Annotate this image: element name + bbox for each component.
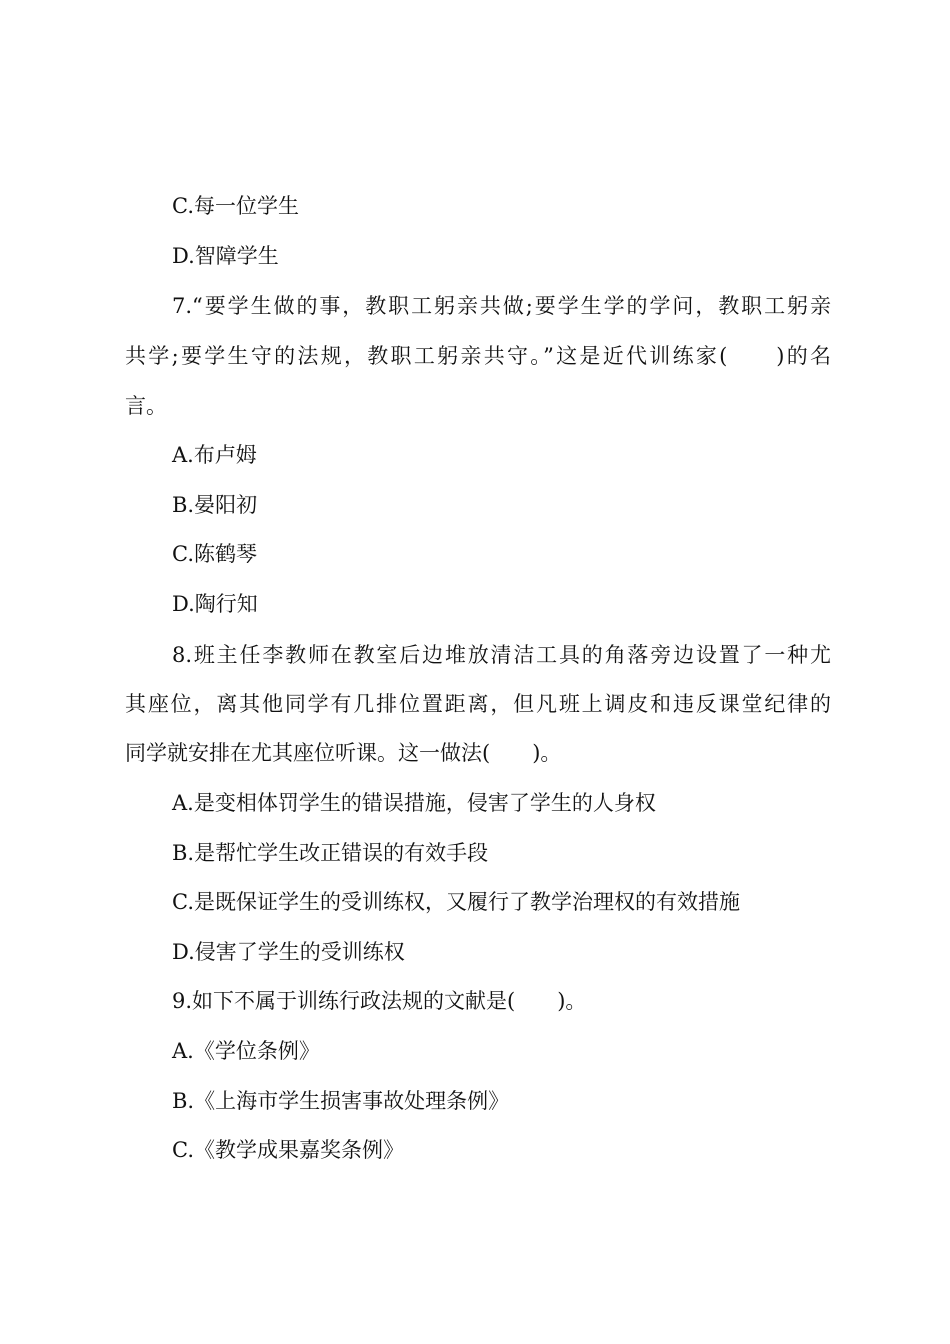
q7-stem-line-3: 言。 <box>125 394 167 418</box>
q7-option-c: C.陈鹤琴 <box>172 542 257 566</box>
q9-option-c: C.《教学成果嘉奖条例》 <box>172 1138 404 1162</box>
q7-stem-line-2: 共学;要学生守的法规，教职工躬亲共守。”这是近代训练家( )的名 <box>125 344 831 368</box>
q9-stem: 9.如下不属于训练行政法规的文献是( )。 <box>172 989 587 1013</box>
q9-option-b: B.《上海市学生损害事故处理条例》 <box>172 1089 510 1113</box>
q8-option-d: D.侵害了学生的受训练权 <box>172 940 405 964</box>
q9-option-a: A.《学位条例》 <box>172 1039 320 1063</box>
q8-stem-line-1: 8.班主任李教师在教室后边堆放清洁工具的角落旁边设置了一种尤 <box>172 643 831 667</box>
q7-option-a: A.布卢姆 <box>172 443 257 467</box>
q6-option-c: C.每一位学生 <box>172 194 299 218</box>
q8-option-b: B.是帮忙学生改正错误的有效手段 <box>172 841 489 865</box>
q7-option-b: B.晏阳初 <box>172 493 258 517</box>
q6-option-d: D.智障学生 <box>172 244 279 268</box>
q8-option-c: C.是既保证学生的受训练权，又履行了教学治理权的有效措施 <box>172 890 740 914</box>
q7-stem-line-1: 7.“要学生做的事，教职工躬亲共做;要学生学的学问，教职工躬亲 <box>172 294 831 318</box>
q8-option-a: A.是变相体罚学生的错误措施，侵害了学生的人身权 <box>172 791 656 815</box>
q8-stem-line-3: 同学就安排在尤其座位听课。这一做法( )。 <box>125 741 562 765</box>
q8-stem-line-2: 其座位，离其他同学有几排位置距离，但凡班上调皮和违反课堂纪律的 <box>125 692 831 716</box>
q7-option-d: D.陶行知 <box>172 592 258 616</box>
